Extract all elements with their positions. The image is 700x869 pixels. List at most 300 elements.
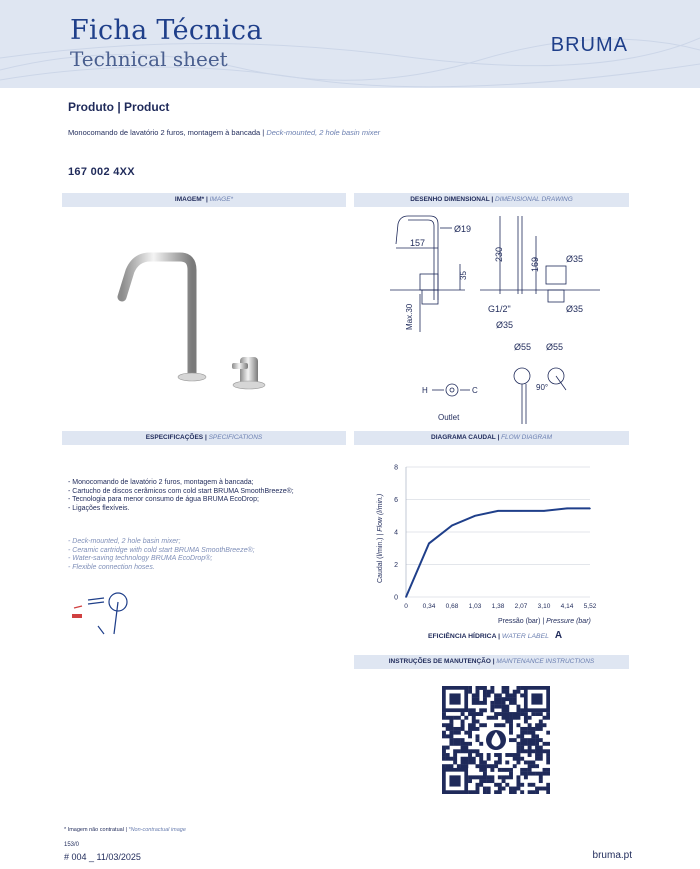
qr-module bbox=[476, 686, 480, 690]
qr-module bbox=[513, 753, 517, 757]
maintenance-qr-code[interactable] bbox=[442, 686, 550, 794]
qr-module bbox=[502, 697, 506, 701]
qr-module bbox=[472, 693, 476, 697]
qr-module bbox=[472, 720, 476, 724]
qr-module bbox=[505, 775, 509, 779]
qr-module bbox=[457, 742, 461, 746]
qr-module bbox=[509, 716, 513, 720]
flow-point bbox=[474, 515, 476, 517]
qr-module bbox=[535, 772, 539, 776]
qr-module bbox=[539, 738, 543, 742]
spec-en-3: - Water-saving technology BRUMA EcoDrop®; bbox=[68, 555, 213, 563]
qr-module bbox=[531, 749, 535, 753]
qr-module bbox=[531, 734, 535, 738]
qr-module bbox=[494, 697, 498, 701]
qr-module bbox=[516, 734, 520, 738]
qr-module bbox=[461, 757, 465, 761]
qr-module bbox=[472, 760, 476, 764]
chart-grid bbox=[406, 467, 590, 597]
qr-module bbox=[524, 742, 528, 746]
qr-module bbox=[543, 768, 547, 772]
x-tick-label: 0,34 bbox=[422, 603, 436, 610]
qr-module bbox=[520, 731, 524, 735]
qr-module bbox=[457, 764, 461, 768]
qr-module bbox=[520, 712, 524, 716]
qr-module bbox=[528, 742, 532, 746]
qr-module bbox=[546, 760, 550, 764]
qr-module bbox=[502, 712, 506, 716]
qr-module bbox=[524, 712, 528, 716]
qr-module bbox=[528, 764, 532, 768]
product-heading bbox=[68, 100, 169, 114]
qr-module bbox=[487, 690, 491, 694]
qr-module bbox=[472, 790, 476, 794]
dim-d35b: Ø35 bbox=[496, 320, 514, 330]
qr-module bbox=[483, 701, 487, 705]
qr-module bbox=[461, 720, 465, 724]
qr-module bbox=[502, 768, 506, 772]
qr-module bbox=[453, 716, 457, 720]
water-efficiency: EFICIÊNCIA HÍDRICA | WATER LABEL A bbox=[428, 630, 563, 641]
qr-module bbox=[509, 753, 513, 757]
qr-module bbox=[528, 768, 532, 772]
qr-module bbox=[524, 772, 528, 776]
qr-module bbox=[468, 757, 472, 761]
qr-module bbox=[498, 697, 502, 701]
qr-module bbox=[479, 760, 483, 764]
qr-module bbox=[494, 693, 498, 697]
qr-finder-icon bbox=[442, 686, 468, 712]
qr-module bbox=[535, 787, 539, 791]
qr-module bbox=[524, 749, 528, 753]
efficiency-pt: EFICIÊNCIA HÍDRICA bbox=[428, 633, 497, 640]
x-tick-label: 2,07 bbox=[514, 603, 528, 610]
qr-module bbox=[539, 720, 543, 724]
qr-module bbox=[468, 731, 472, 735]
qr-module bbox=[442, 716, 446, 720]
qr-module bbox=[457, 727, 461, 731]
qr-module bbox=[520, 746, 524, 750]
feature-icons bbox=[68, 588, 138, 638]
qr-module bbox=[509, 697, 513, 701]
dim-g12: G1/2" bbox=[488, 304, 511, 314]
qr-module bbox=[513, 764, 517, 768]
xlabel-pt: Pressão (bar) bbox=[498, 618, 541, 625]
qr-module bbox=[464, 760, 468, 764]
qr-module bbox=[476, 775, 480, 779]
product-code: 167 002 4XX bbox=[68, 166, 135, 178]
qr-module bbox=[546, 783, 550, 787]
qr-module bbox=[509, 723, 513, 727]
qr-module bbox=[468, 779, 472, 783]
x-tick-label: 1,03 bbox=[468, 603, 482, 610]
qr-module bbox=[543, 716, 547, 720]
qr-module bbox=[468, 742, 472, 746]
qr-module bbox=[479, 701, 483, 705]
qr-module bbox=[546, 787, 550, 791]
qr-module bbox=[453, 727, 457, 731]
qr-module bbox=[516, 787, 520, 791]
qr-module bbox=[476, 697, 480, 701]
qr-module bbox=[546, 731, 550, 735]
qr-module bbox=[483, 708, 487, 712]
qr-module bbox=[472, 697, 476, 701]
qr-module bbox=[524, 731, 528, 735]
qr-module bbox=[479, 686, 483, 690]
qr-module bbox=[502, 787, 506, 791]
qr-module bbox=[487, 779, 491, 783]
qr-module bbox=[520, 790, 524, 794]
label-outlet: Outlet bbox=[438, 413, 460, 422]
desc-separator: | bbox=[262, 128, 265, 137]
qr-module bbox=[494, 783, 498, 787]
qr-module bbox=[446, 757, 450, 761]
qr-module bbox=[446, 746, 450, 750]
qr-module bbox=[483, 686, 487, 690]
flow-series-line bbox=[406, 508, 590, 597]
qr-module bbox=[535, 764, 539, 768]
qr-module bbox=[479, 768, 483, 772]
qr-module bbox=[464, 749, 468, 753]
qr-module bbox=[461, 738, 465, 742]
qr-module bbox=[539, 753, 543, 757]
qr-module bbox=[531, 772, 535, 776]
qr-module bbox=[461, 760, 465, 764]
dim-230: 230 bbox=[494, 246, 504, 262]
qr-module bbox=[513, 790, 517, 794]
qr-module bbox=[535, 746, 539, 750]
qr-module bbox=[449, 742, 453, 746]
qr-module bbox=[457, 731, 461, 735]
qr-module bbox=[513, 757, 517, 761]
qr-module bbox=[498, 768, 502, 772]
footer-url[interactable]: bruma.pt bbox=[592, 850, 632, 861]
qr-module bbox=[461, 746, 465, 750]
qr-module bbox=[502, 708, 506, 712]
x-tick-label: 5,52 bbox=[583, 603, 597, 610]
qr-module bbox=[490, 705, 494, 709]
qr-module bbox=[442, 753, 446, 757]
qr-module bbox=[546, 753, 550, 757]
qr-module bbox=[546, 716, 550, 720]
qr-module bbox=[468, 727, 472, 731]
qr-module bbox=[502, 716, 506, 720]
qr-module bbox=[479, 712, 483, 716]
qr-module bbox=[490, 690, 494, 694]
section-maint-pt: INSTRUÇÕES DE MANUTENÇÃO bbox=[388, 658, 491, 665]
qr-module bbox=[516, 753, 520, 757]
qr-module bbox=[483, 768, 487, 772]
qr-module bbox=[468, 790, 472, 794]
specs-list-pt bbox=[68, 479, 294, 513]
qr-module bbox=[520, 708, 524, 712]
qr-module bbox=[498, 760, 502, 764]
qr-module bbox=[494, 712, 498, 716]
qr-module bbox=[476, 701, 480, 705]
qr-module bbox=[487, 716, 491, 720]
qr-module bbox=[472, 712, 476, 716]
qr-module bbox=[502, 779, 506, 783]
qr-module bbox=[539, 746, 543, 750]
qr-module bbox=[531, 738, 535, 742]
qr-module bbox=[520, 742, 524, 746]
qr-module bbox=[539, 757, 543, 761]
qr-module bbox=[461, 712, 465, 716]
qr-module bbox=[476, 764, 480, 768]
qr-module bbox=[453, 749, 457, 753]
chart-ylabel: Caudal (l/min.) | Flow (l/min.) bbox=[377, 493, 384, 583]
qr-module bbox=[490, 708, 494, 712]
qr-module bbox=[464, 731, 468, 735]
qr-module bbox=[494, 790, 498, 794]
qr-module bbox=[520, 727, 524, 731]
flow-point bbox=[520, 510, 522, 512]
qr-module bbox=[524, 720, 528, 724]
y-tick-label: 2 bbox=[394, 562, 398, 569]
qr-module bbox=[487, 787, 491, 791]
qr-finder-icon bbox=[524, 686, 550, 712]
qr-module bbox=[520, 686, 524, 690]
qr-module bbox=[490, 779, 494, 783]
qr-module bbox=[453, 731, 457, 735]
qr-module bbox=[498, 753, 502, 757]
qr-module bbox=[446, 723, 450, 727]
qr-module bbox=[483, 697, 487, 701]
y-tick-label: 0 bbox=[394, 594, 398, 602]
qr-module bbox=[516, 779, 520, 783]
qr-module bbox=[442, 749, 446, 753]
spec-en-1: - Deck-mounted, 2 hole basin mixer; bbox=[68, 538, 181, 545]
product-label-en: Product bbox=[124, 100, 170, 114]
qr-module bbox=[487, 790, 491, 794]
qr-module bbox=[449, 764, 453, 768]
product-image bbox=[100, 235, 300, 405]
qr-module bbox=[543, 723, 547, 727]
section-flow-bar: DIAGRAMA CAUDAL | FLOW DIAGRAM bbox=[354, 431, 629, 445]
qr-module bbox=[446, 716, 450, 720]
qr-module bbox=[468, 753, 472, 757]
label-hot: H bbox=[422, 386, 428, 395]
qr-module bbox=[461, 749, 465, 753]
qr-module bbox=[453, 760, 457, 764]
qr-module bbox=[457, 749, 461, 753]
note-pt: * Imagem não contratual bbox=[64, 827, 124, 833]
qr-module bbox=[498, 775, 502, 779]
y-tick-label: 6 bbox=[394, 497, 398, 504]
section-maint-en: MAINTENANCE INSTRUCTIONS bbox=[496, 658, 595, 665]
qr-module bbox=[461, 727, 465, 731]
qr-module bbox=[528, 731, 532, 735]
label-cold: C bbox=[472, 386, 478, 395]
qr-module bbox=[535, 753, 539, 757]
qr-module bbox=[498, 723, 502, 727]
hose-icon bbox=[98, 626, 104, 634]
qr-module bbox=[453, 753, 457, 757]
dim-d35c: Ø35 bbox=[566, 304, 584, 314]
qr-module bbox=[535, 723, 539, 727]
qr-module bbox=[490, 768, 494, 772]
qr-module bbox=[461, 723, 465, 727]
qr-module bbox=[461, 764, 465, 768]
qr-module bbox=[524, 738, 528, 742]
qr-module bbox=[505, 760, 509, 764]
qr-module bbox=[516, 757, 520, 761]
qr-module bbox=[535, 712, 539, 716]
dim-d55a: Ø55 bbox=[514, 342, 532, 352]
qr-module bbox=[546, 757, 550, 761]
product-label-pt: Produto bbox=[68, 100, 114, 114]
qr-module bbox=[442, 712, 446, 716]
qr-module bbox=[461, 742, 465, 746]
qr-module bbox=[528, 723, 532, 727]
qr-module bbox=[449, 738, 453, 742]
qr-module bbox=[546, 712, 550, 716]
flow-point bbox=[405, 596, 407, 598]
qr-module bbox=[509, 775, 513, 779]
chart-y-ticks bbox=[394, 465, 398, 602]
qr-module bbox=[543, 772, 547, 776]
qr-module bbox=[528, 760, 532, 764]
qr-module bbox=[449, 720, 453, 724]
footer-note: * Imagem não contratual | *Non-contractual image bbox=[64, 827, 186, 833]
qr-module bbox=[535, 734, 539, 738]
flow-point bbox=[543, 510, 545, 512]
qr-module bbox=[513, 738, 517, 742]
qr-module bbox=[524, 760, 528, 764]
qr-module bbox=[539, 712, 543, 716]
qr-module bbox=[453, 738, 457, 742]
qr-module bbox=[531, 783, 535, 787]
qr-module bbox=[449, 731, 453, 735]
qr-module bbox=[479, 708, 483, 712]
flow-point bbox=[451, 525, 453, 527]
spec-en-2: - Ceramic cartridge with cold start BRUMA SmoothBreeze®; bbox=[68, 546, 255, 554]
qr-module bbox=[472, 701, 476, 705]
qr-module bbox=[516, 712, 520, 716]
qr-module bbox=[487, 693, 491, 697]
qr-module bbox=[520, 768, 524, 772]
qr-module bbox=[487, 764, 491, 768]
qr-module bbox=[472, 749, 476, 753]
hot-indicator-icon bbox=[72, 614, 82, 618]
qr-module bbox=[483, 772, 487, 776]
qr-module bbox=[546, 772, 550, 776]
efficiency-class: A bbox=[554, 630, 563, 641]
qr-module bbox=[476, 712, 480, 716]
qr-module bbox=[543, 749, 547, 753]
x-tick-label: 0 bbox=[404, 603, 408, 610]
qr-module bbox=[476, 690, 480, 694]
qr-finder-icon bbox=[442, 768, 468, 794]
qr-module bbox=[528, 753, 532, 757]
qr-module bbox=[468, 708, 472, 712]
qr-module bbox=[468, 686, 472, 690]
qr-module bbox=[509, 712, 513, 716]
efficiency-en: WATER LABEL bbox=[501, 633, 549, 640]
qr-module bbox=[472, 723, 476, 727]
flow-point bbox=[589, 508, 591, 510]
qr-module bbox=[483, 760, 487, 764]
mixer-body bbox=[232, 357, 265, 389]
dim-d35a: Ø35 bbox=[566, 254, 584, 264]
qr-module bbox=[531, 764, 535, 768]
spec-pt-3: - Tecnologia para menor consumo de água BRUMA EcoDrop; bbox=[68, 496, 259, 504]
qr-module bbox=[531, 712, 535, 716]
qr-module bbox=[531, 760, 535, 764]
qr-module bbox=[505, 697, 509, 701]
qr-module bbox=[539, 723, 543, 727]
qr-module bbox=[505, 753, 509, 757]
qr-module bbox=[446, 734, 450, 738]
qr-module bbox=[476, 734, 480, 738]
qr-module bbox=[490, 764, 494, 768]
qr-module bbox=[516, 690, 520, 694]
qr-module bbox=[490, 716, 494, 720]
qr-module bbox=[446, 753, 450, 757]
x-tick-label: 1,38 bbox=[491, 603, 505, 610]
ylabel-pt: Caudal (l/min.) bbox=[377, 537, 384, 583]
qr-module bbox=[528, 738, 532, 742]
y-tick-label: 4 bbox=[394, 529, 398, 537]
qr-module bbox=[494, 764, 498, 768]
qr-module bbox=[509, 787, 513, 791]
qr-module bbox=[516, 708, 520, 712]
qr-module bbox=[498, 790, 502, 794]
qr-module bbox=[509, 693, 513, 697]
dim-157: 157 bbox=[410, 238, 426, 248]
qr-module bbox=[449, 716, 453, 720]
title-en: Technical sheet bbox=[70, 47, 228, 71]
qr-module bbox=[476, 693, 480, 697]
dim-90: 90° bbox=[536, 383, 549, 392]
qr-module bbox=[502, 690, 506, 694]
y-tick-label: 8 bbox=[394, 464, 398, 472]
chart-x-ticks bbox=[404, 603, 597, 610]
qr-module bbox=[505, 693, 509, 697]
qr-module bbox=[464, 764, 468, 768]
section-specs-pt: ESPECIFICAÇÕES bbox=[145, 434, 204, 441]
qr-module bbox=[476, 720, 480, 724]
section-image-pt: IMAGEM* bbox=[174, 196, 205, 203]
section-drawing-pt: DESENHO DIMENSIONAL bbox=[410, 196, 490, 203]
qr-module bbox=[453, 757, 457, 761]
lever-icon bbox=[114, 602, 118, 634]
qr-module bbox=[476, 787, 480, 791]
qr-module bbox=[449, 727, 453, 731]
qr-module bbox=[539, 749, 543, 753]
qr-module bbox=[502, 705, 506, 709]
qr-module bbox=[498, 787, 502, 791]
x-tick-label: 4,14 bbox=[560, 603, 574, 610]
qr-module bbox=[524, 775, 528, 779]
x-tick-label: 3,10 bbox=[537, 603, 551, 610]
qr-module bbox=[509, 701, 513, 705]
qr-module bbox=[516, 705, 520, 709]
qr-module bbox=[502, 701, 506, 705]
qr-module bbox=[535, 790, 539, 794]
qr-module bbox=[449, 757, 453, 761]
note-en: *Non-contractual image bbox=[128, 827, 186, 833]
qr-module bbox=[483, 779, 487, 783]
qr-module bbox=[513, 712, 517, 716]
qr-module bbox=[505, 690, 509, 694]
qr-module bbox=[468, 775, 472, 779]
qr-module bbox=[513, 787, 517, 791]
qr-module bbox=[476, 790, 480, 794]
section-image-bar: IMAGEM* | IMAGE* bbox=[62, 193, 346, 207]
qr-module bbox=[516, 723, 520, 727]
qr-module bbox=[468, 734, 472, 738]
